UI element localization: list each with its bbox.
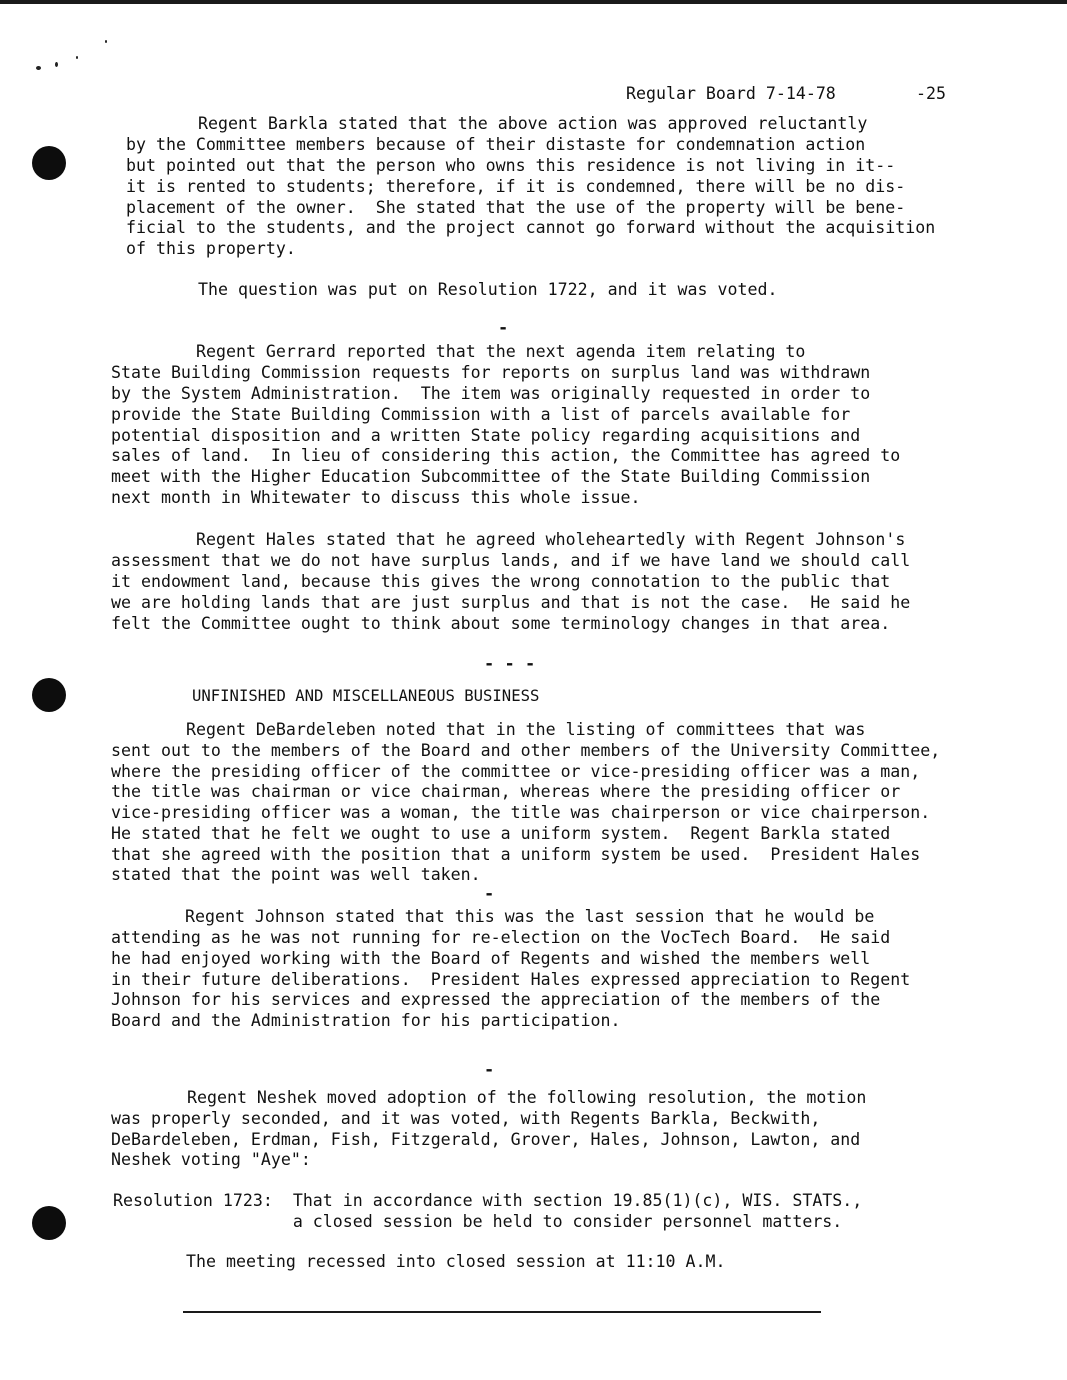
paragraph-line: State Building Commission requests for reports on surplus land was withdrawn — [111, 363, 871, 382]
paragraph-line: DeBardeleben, Erdman, Fish, Fitzgerald, Grover, Hales, Johnson, Lawton, and — [111, 1130, 861, 1149]
paragraph-line: was properly seconded, and it was voted, with Regents Barkla, Beckwith, — [111, 1109, 821, 1128]
resolution-line: a closed session be held to consider personnel matters. — [113, 1212, 843, 1231]
paragraph-line: the title was chairman or vice chairman, whereas where the presiding officer or — [111, 782, 901, 801]
paragraph-line: He stated that he felt we ought to use a uniform system. Regent Barkla stated — [111, 824, 891, 843]
section-separator: - — [484, 884, 495, 904]
binder-hole — [32, 146, 66, 180]
scan-speck — [76, 56, 78, 59]
paragraph-line: it endowment land, because this gives the wrong connotation to the public that — [111, 572, 891, 591]
paragraph-line: provide the State Building Commission with a list of parcels available for — [111, 405, 851, 424]
paragraph-line: Regent Barkla stated that the above action was approved reluctantly — [198, 114, 868, 133]
paragraph-line: potential disposition and a written State policy regarding acquisitions and — [111, 426, 861, 445]
section-separator: - — [484, 1060, 495, 1080]
paragraph-line: but pointed out that the person who owns this residence is not living in it-- — [126, 156, 896, 175]
page-top-border — [0, 0, 1067, 4]
paragraph-line: Board and the Administration for his participation. — [111, 1011, 621, 1030]
binder-hole — [32, 678, 66, 712]
paragraph-line: we are holding lands that are just surplus and that is not the case. He said he — [111, 593, 911, 612]
paragraph-line: felt the Committee ought to think about some terminology changes in that area. — [111, 614, 891, 633]
paragraph-line: Regent Hales stated that he agreed wholeheartedly with Regent Johnson's — [196, 530, 906, 549]
closing-line: The meeting recessed into closed session at 11:10 A.M. — [186, 1252, 726, 1271]
paragraph-line: by the Committee members because of their distaste for condemnation action — [126, 135, 866, 154]
paragraph-line: stated that the point was well taken. — [111, 865, 481, 884]
section-separator: - — [498, 318, 509, 338]
paragraph-line: assessment that we do not have surplus lands, and if we have land we should call — [111, 551, 911, 570]
section-separator: - - - — [484, 654, 536, 674]
page-number: -25 — [916, 84, 946, 103]
paragraph-line: it is rented to students; therefore, if it is condemned, there will be no dis- — [126, 177, 906, 196]
paragraph-line: that she agreed with the position that a uniform system be used. President Hales — [111, 845, 921, 864]
paragraph-line: placement of the owner. She stated that the use of the property will be bene- — [126, 198, 906, 217]
scan-speck — [55, 62, 58, 67]
paragraph-line: Regent Neshek moved adoption of the following resolution, the motion — [187, 1088, 867, 1107]
scan-speck — [105, 40, 107, 43]
paragraph-line: he had enjoyed working with the Board of Regents and wished the members well — [111, 949, 871, 968]
paragraph-line: The question was put on Resolution 1722, and it was voted. — [198, 280, 778, 299]
paragraph-line: of this property. — [126, 239, 296, 258]
paragraph-line: Regent Johnson stated that this was the last session that he would be — [185, 907, 875, 926]
paragraph-line: ficial to the students, and the project cannot go forward without the acquisition — [126, 218, 936, 237]
paragraph-line: meet with the Higher Education Subcommittee of the State Building Commission — [111, 467, 871, 486]
binder-hole — [32, 1206, 66, 1240]
scan-speck — [36, 66, 41, 70]
paragraph-line: in their future deliberations. President Hales expressed appreciation to Regent — [111, 970, 911, 989]
paragraph-line: Regent Gerrard reported that the next agenda item relating to — [196, 342, 806, 361]
paragraph-line: by the System Administration. The item was originally requested in order to — [111, 384, 871, 403]
resolution-line: Resolution 1723: That in accordance with section 19.85(1)(c), WIS. STATS., — [113, 1191, 863, 1210]
paragraph-line: Johnson for his services and expressed the appreciation of the members of the — [111, 990, 881, 1009]
paragraph-line: where the presiding officer of the committee or vice-presiding officer was a man, — [111, 762, 921, 781]
paragraph-line: Neshek voting "Aye": — [111, 1150, 311, 1169]
paragraph-line: sent out to the members of the Board and other members of the University Committee, — [111, 741, 941, 760]
paragraph-line: Regent DeBardeleben noted that in the listing of committees that was — [186, 720, 866, 739]
page-header-title: Regular Board 7-14-78 — [626, 84, 836, 103]
paragraph-line: sales of land. In lieu of considering this action, the Committee has agreed to — [111, 446, 901, 465]
section-heading: UNFINISHED AND MISCELLANEOUS BUSINESS — [192, 687, 540, 705]
paragraph-line: vice-presiding officer was a woman, the title was chairperson or vice chairperson. — [111, 803, 931, 822]
paragraph-line: next month in Whitewater to discuss this whole issue. — [111, 488, 641, 507]
closing-rule — [183, 1311, 821, 1313]
paragraph-line: attending as he was not running for re-election on the VocTech Board. He said — [111, 928, 891, 947]
